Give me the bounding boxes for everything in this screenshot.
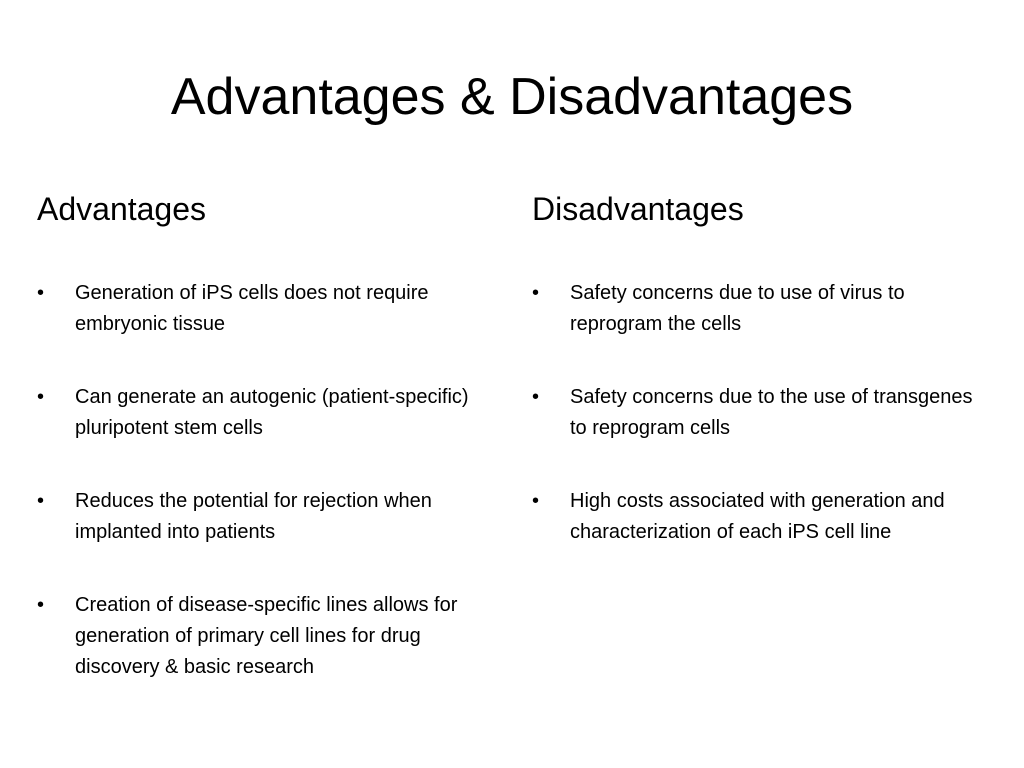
disadvantages-heading: Disadvantages [532, 191, 744, 227]
advantages-item-text: Reduces the potential for rejection when implanted into patients [75, 490, 432, 543]
advantages-item [37, 278, 497, 340]
disadvantages-column [532, 186, 992, 590]
advantages-item [37, 486, 497, 548]
advantages-item-text: Creation of disease-specific lines allows for generation of primary cell lines for drug discovery & basic research [75, 594, 458, 678]
advantages-item-text: Can generate an autogenic (patient-specific) pluripotent stem cells [75, 386, 469, 439]
bullet-icon: • [37, 594, 45, 616]
bullet-icon: • [37, 386, 45, 408]
advantages-list [37, 278, 497, 683]
bullet-icon: • [532, 282, 540, 304]
disadvantages-item [532, 278, 992, 340]
advantages-item-text: Generation of iPS cells does not require embryonic tissue [75, 282, 429, 335]
bullet-icon: • [37, 490, 45, 512]
bullet-icon: • [532, 386, 540, 408]
disadvantages-item [532, 382, 992, 444]
advantages-heading: Advantages [37, 191, 207, 227]
advantages-item [37, 382, 497, 444]
bullet-icon: • [37, 282, 45, 304]
disadvantages-item-text: Safety concerns due to the use of transgenes to reprogram cells [570, 386, 973, 439]
bullet-icon: • [532, 490, 540, 512]
slide-title: Advantages & Disadvantages [170, 68, 854, 126]
disadvantages-item [532, 486, 992, 548]
disadvantages-list [532, 278, 992, 548]
advantages-item [37, 590, 497, 683]
advantages-column [37, 186, 497, 725]
disadvantages-item-text: High costs associated with generation and characterization of each iPS cell line [570, 490, 945, 543]
disadvantages-item-text: Safety concerns due to use of virus to reprogram the cells [570, 282, 905, 335]
